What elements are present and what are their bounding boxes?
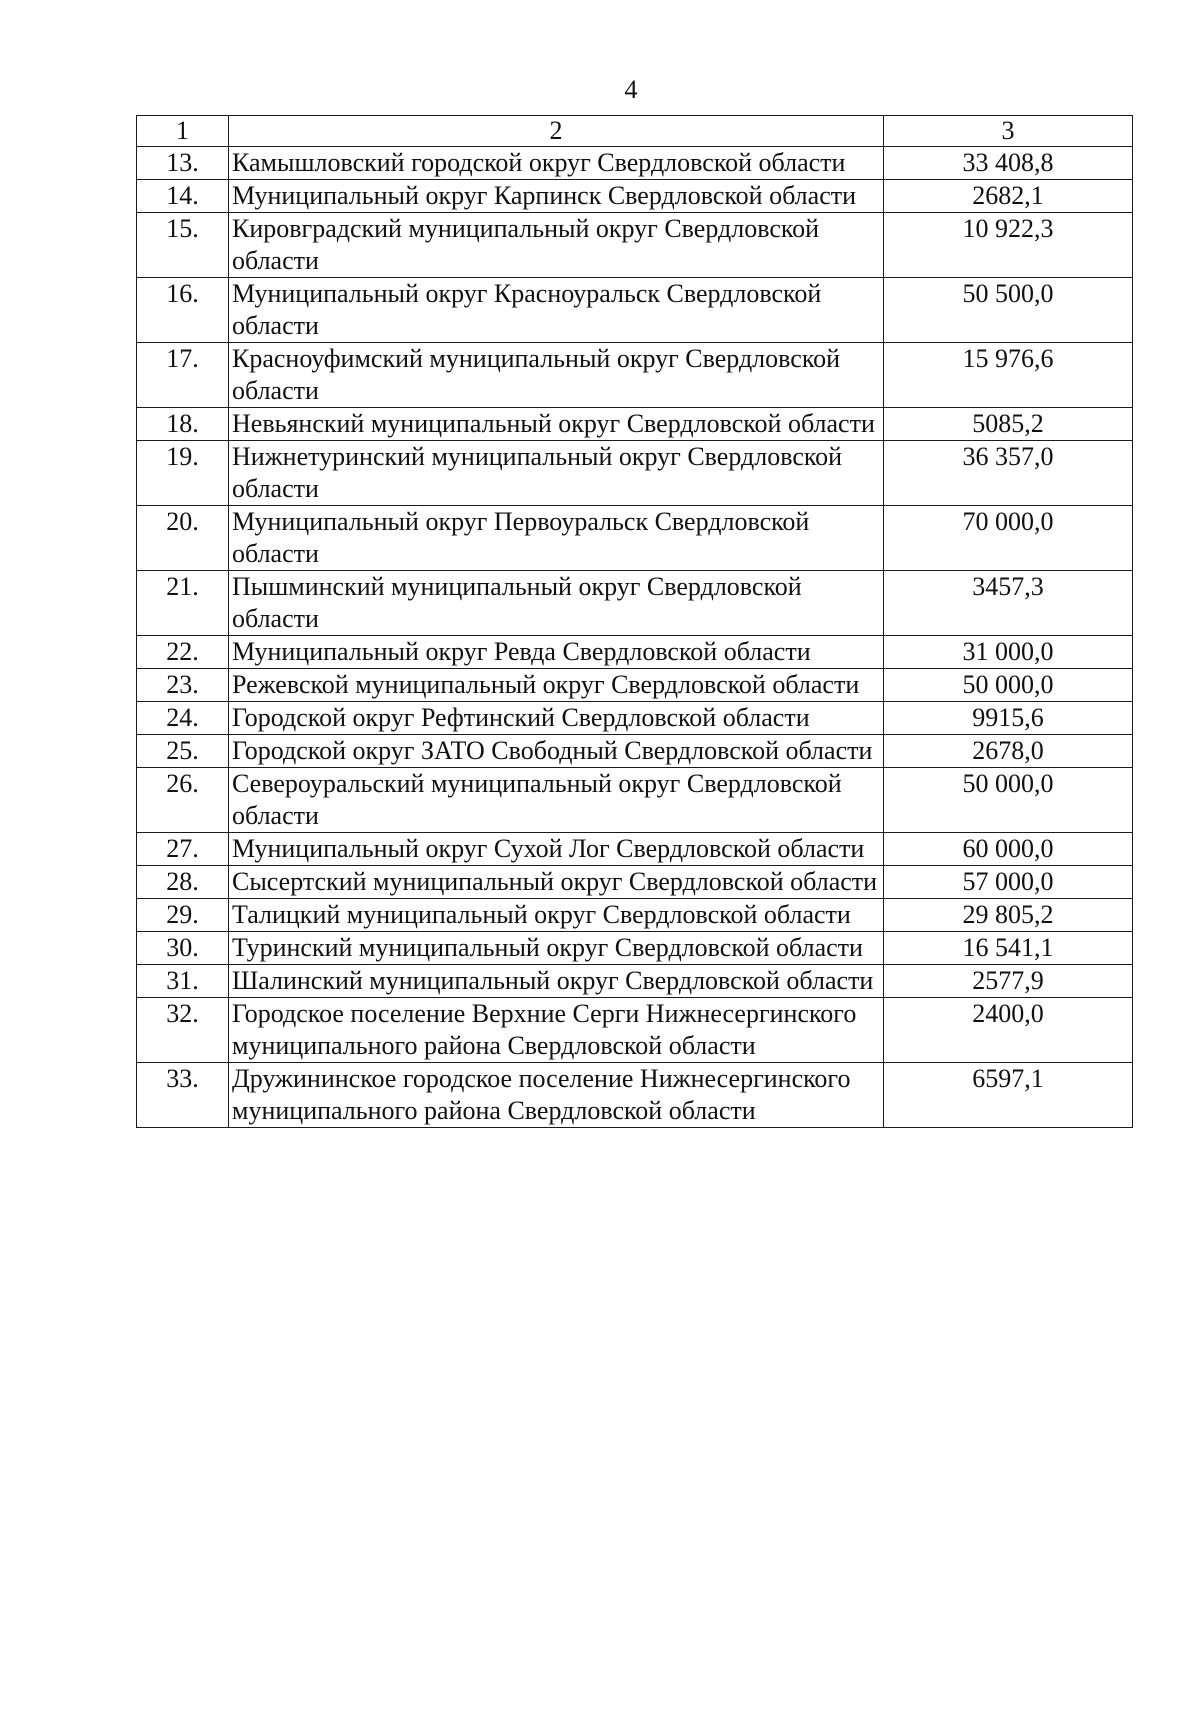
amount-value: 33 408,8 [884,147,1133,180]
row-number: 15. [137,213,229,278]
header-cell-1: 1 [137,116,229,147]
amount-value: 2678,0 [884,735,1133,768]
table-row [137,441,1133,506]
amount-value: 31 000,0 [884,636,1133,669]
municipality-name: Невьянский муниципальный округ Свердловской области [229,408,884,441]
amount-value: 16 541,1 [884,932,1133,965]
row-number: 30. [137,932,229,965]
header-cell-2: 2 [229,116,884,147]
amount-value: 2400,0 [884,998,1133,1063]
table-row [137,833,1133,866]
table-row [137,702,1133,735]
amount-value: 9915,6 [884,702,1133,735]
row-number: 33. [137,1063,229,1128]
row-number: 20. [137,506,229,571]
row-number: 23. [137,669,229,702]
municipality-name: Красноуфимский муниципальный округ Свердловской области [229,343,884,408]
amount-value: 50 500,0 [884,278,1133,343]
municipality-name: Камышловский городской округ Свердловской области [229,147,884,180]
municipality-name: Городской округ ЗАТО Свободный Свердловской области [229,735,884,768]
table-row [137,768,1133,833]
table-row [137,735,1133,768]
row-number: 14. [137,180,229,213]
amount-value: 2577,9 [884,965,1133,998]
table-row [137,965,1133,998]
row-number: 24. [137,702,229,735]
row-number: 19. [137,441,229,506]
table-row [137,506,1133,571]
table-row [137,571,1133,636]
table-row [137,932,1133,965]
amount-value: 3457,3 [884,571,1133,636]
table-row [137,1063,1133,1128]
municipality-name: Нижнетуринский муниципальный округ Свердловской области [229,441,884,506]
row-number: 31. [137,965,229,998]
table-row [137,343,1133,408]
row-number: 29. [137,899,229,932]
municipality-name: Режевской муниципальный округ Свердловской области [229,669,884,702]
row-number: 22. [137,636,229,669]
municipality-name: Североуральский муниципальный округ Свердловской области [229,768,884,833]
row-number: 17. [137,343,229,408]
municipality-name: Дружининское городское поселение Нижнесергинского муниципального района Свердловской области [229,1063,884,1128]
amount-value: 29 805,2 [884,899,1133,932]
table-row [137,213,1133,278]
amount-value: 50 000,0 [884,768,1133,833]
municipality-name: Муниципальный округ Сухой Лог Свердловской области [229,833,884,866]
municipality-name: Муниципальный округ Красноуральск Свердловской области [229,278,884,343]
amount-value: 50 000,0 [884,669,1133,702]
row-number: 28. [137,866,229,899]
amount-value: 15 976,6 [884,343,1133,408]
table-row [137,998,1133,1063]
municipality-name: Шалинский муниципальный округ Свердловской области [229,965,884,998]
municipality-name: Кировградский муниципальный округ Свердловской области [229,213,884,278]
row-number: 18. [137,408,229,441]
table-row [137,408,1133,441]
table-row [137,180,1133,213]
table-row [137,278,1133,343]
table-row [137,636,1133,669]
amount-value: 36 357,0 [884,441,1133,506]
amount-value: 60 000,0 [884,833,1133,866]
row-number: 32. [137,998,229,1063]
municipality-name: Пышминский муниципальный округ Свердловской области [229,571,884,636]
row-number: 13. [137,147,229,180]
page-number: 4 [624,75,638,104]
amount-value: 6597,1 [884,1063,1133,1128]
municipality-name: Сысертский муниципальный округ Свердловской области [229,866,884,899]
amount-value: 57 000,0 [884,866,1133,899]
table-row [137,147,1133,180]
table-row [137,669,1133,702]
row-number: 26. [137,768,229,833]
municipality-name: Талицкий муниципальный округ Свердловской области [229,899,884,932]
municipality-name: Муниципальный округ Карпинск Свердловской области [229,180,884,213]
row-number: 27. [137,833,229,866]
municipality-name: Туринский муниципальный округ Свердловской области [229,932,884,965]
row-number: 21. [137,571,229,636]
table-row [137,866,1133,899]
amount-value: 70 000,0 [884,506,1133,571]
allocation-table [136,115,1133,1128]
municipality-name: Муниципальный округ Ревда Свердловской области [229,636,884,669]
municipality-name: Городское поселение Верхние Серги Нижнесергинского муниципального района Свердловской области [229,998,884,1063]
table-header-row [137,116,1133,147]
row-number: 16. [137,278,229,343]
table-row [137,899,1133,932]
row-number: 25. [137,735,229,768]
amount-value: 2682,1 [884,180,1133,213]
municipality-name: Муниципальный округ Первоуральск Свердловской области [229,506,884,571]
header-cell-3: 3 [884,116,1133,147]
municipality-name: Городской округ Рефтинский Свердловской области [229,702,884,735]
amount-value: 5085,2 [884,408,1133,441]
amount-value: 10 922,3 [884,213,1133,278]
